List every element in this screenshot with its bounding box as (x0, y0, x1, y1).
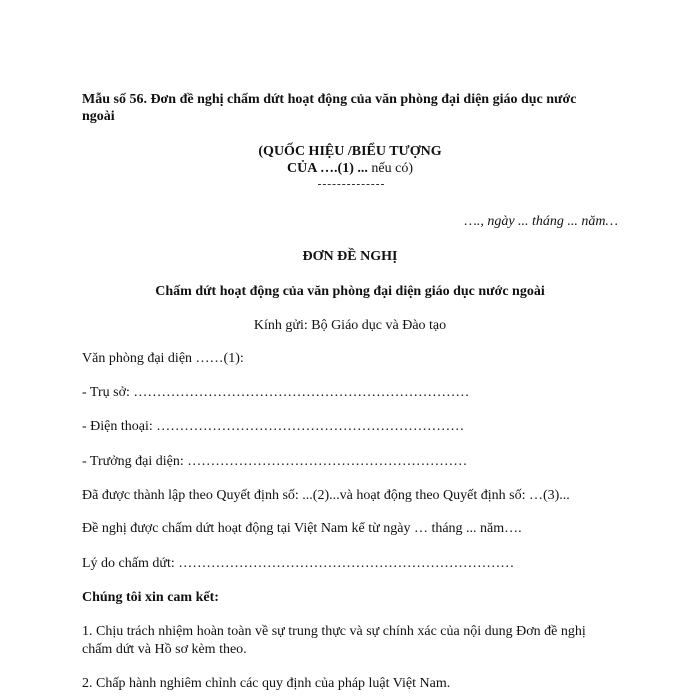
document-subtitle: Chấm dứt hoạt động của văn phòng đại diện giáo dục nước ngoài (155, 284, 545, 299)
commitment-item1-line1: 1. Chịu trách nhiệm hoàn toàn về sự trung thực và sự chính xác của nội dung Đơn đề nghị (82, 624, 586, 639)
field-office: Văn phòng đại diện ……(1): (82, 351, 244, 366)
request-line: Đề nghị được chấm dứt hoạt động tại Việt Nam kể từ ngày … tháng ... năm…. (82, 521, 522, 536)
document-title: ĐƠN ĐỀ NGHỊ (302, 249, 398, 264)
emblem-divider (318, 184, 384, 185)
date-line: …., ngày ... tháng ... năm… (464, 214, 618, 229)
established-line: Đã được thành lập theo Quyết định số: ...(2)...và hoạt động theo Quyết định số: …(3)... (82, 488, 570, 503)
commitment-item2: 2. Chấp hành nghiêm chỉnh các quy định của pháp luật Việt Nam. (82, 676, 451, 691)
emblem-line2-bold: CỦA ….(1) ... (287, 161, 368, 176)
emblem-line2 (0, 160, 700, 178)
emblem-line1: (QUỐC HIỆU /BIỂU TƯỢNG (258, 144, 442, 159)
form-title-line2: ngoài (82, 109, 115, 124)
recipient-line: Kính gửi: Bộ Giáo dục và Đào tạo (253, 318, 447, 333)
commitment-item1-line2: chấm dứt và Hồ sơ kèm theo. (82, 642, 247, 657)
field-headquarters: - Trụ sở: ……………………………………………………………… (82, 385, 470, 400)
emblem-line2-normal: nếu có) (367, 161, 413, 176)
reason-line: Lý do chấm dứt: ……………………………………………………………… (82, 556, 515, 571)
commitment-heading: Chúng tôi xin cam kết: (82, 590, 219, 605)
field-phone: - Điện thoại: ………………………………………………………… (82, 419, 465, 434)
field-representative: - Trưởng đại diện: …………………………………………………… (82, 454, 468, 469)
form-title-line1: Mẫu số 56. Đơn đề nghị chấm dứt hoạt động của văn phòng đại diện giáo dục nước (82, 92, 577, 107)
